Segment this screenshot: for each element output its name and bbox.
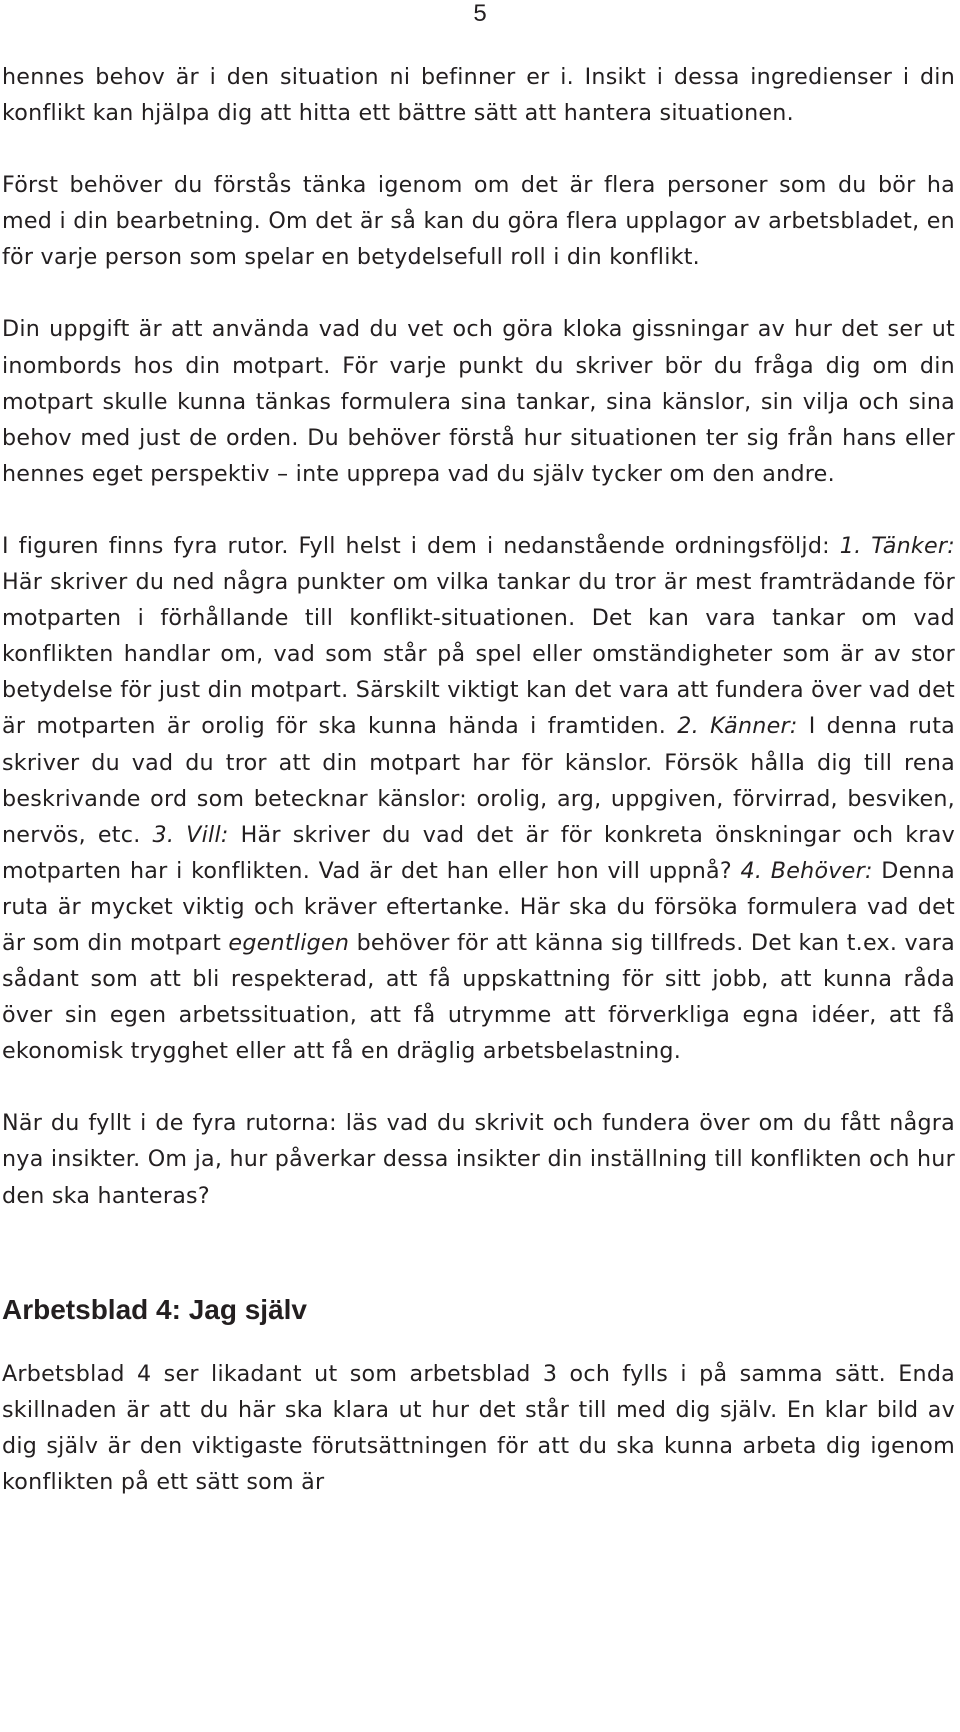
- item-3-text: Här skriver du vad det är för konkreta önskningar och krav motparten har i konflikten. Vad är det han eller hon vill uppnå?: [2, 821, 955, 884]
- spacer: [2, 1214, 955, 1286]
- paragraph-intro-continued: hennes behov är i den situation ni befinner er i. Insikt i dessa ingredienser i din konflikt kan hjälpa dig att hitta ett bättre sätt att hantera situationen.: [2, 64, 955, 127]
- item-1-label: 1. Tänker:: [839, 532, 955, 559]
- item-4-text-b: behöver för att känna sig tillfreds. Det kan t.ex. vara sådant som att bli respekterad, att få uppskattning för sitt jobb, att kunna råda över sin egen arbetssituation, att få utrymme att förverkliga egna idéer, att få ekonomisk trygghet eller att få en dräglig arbetsbelastning.: [2, 929, 955, 1065]
- item-3-label: 3. Vill:: [152, 821, 229, 848]
- item-1-text: Här skriver du ned några punkter om vilka tankar du tror är mest framträdande för motparten i förhållande till konflikt-situationen. Det kan vara tankar om vad konflikten handlar om, vad som står på spel eller omständigheter som är av stor betydelse för just din motpart. Särskilt viktigt kan det vara att fundera över vad det är motparten är orolig för ska kunna hända i framtiden.: [2, 569, 955, 740]
- paragraph-after-filling: När du fyllt i de fyra rutorna: läs vad du skrivit och fundera över om du fått några nya insikter. Om ja, hur påverkar dessa insikter din inställning till konflikten och hur den ska hanteras?: [2, 1110, 955, 1209]
- boxes-intro: I figuren finns fyra rutor. Fyll helst i dem i nedanstående ordningsföljd:: [2, 532, 830, 559]
- document-body: [2, 59, 955, 1500]
- item-2-label: 2. Känner:: [677, 713, 798, 740]
- spacer: [2, 1330, 955, 1356]
- paragraph-worksheet-4: Arbetsblad 4 ser likadant ut som arbetsblad 3 och fylls i på samma sätt. Enda skillnaden är att du här ska klara ut hur det står till med dig själv. En klar bild av dig själv är den viktigaste förutsättningen för att du ska kunna arbeta dig igenom konflikten på ett sätt som är: [2, 1360, 955, 1495]
- section-heading: Arbetsblad 4: Jag själv: [2, 1293, 308, 1325]
- page-number: 5: [473, 0, 487, 27]
- item-4-text-a: Denna ruta är mycket viktig och kräver eftertanke. Här ska du försöka formulera vad det är som din motpart: [2, 857, 955, 956]
- spacer: [2, 131, 955, 167]
- item-4-label: 4. Behöver:: [740, 857, 873, 884]
- spacer: [2, 1069, 955, 1105]
- spacer: [2, 492, 955, 528]
- item-2-text: I denna ruta skriver du vad du tror att din motpart har för känslor. Försök hålla dig till rena beskrivande ord som betecknar känslor: orolig, arg, uppgiven, förvirrad, besviken, nervös, etc.: [2, 713, 956, 848]
- paragraph-task: Din uppgift är att använda vad du vet och göra kloka gissningar av hur det ser ut inombords hos din motpart. För varje punkt du skriver bör du fråga dig om din motpart skulle kunna tänkas formulera sina tankar, sina känslor, sin vilja och sina behov med just de orden. Du behöver förstå hur situationen ter sig från hans eller hennes eget perspektiv – inte upprepa vad du själv tycker om den andre.: [2, 316, 955, 487]
- paragraph-multiple-persons: Först behöver du förstås tänka igenom om det är flera personer som du bör ha med i din bearbetning. Om det är så kan du göra flera upplagor av arbetsbladet, en för varje person som spelar en betydelsefull roll i din konflikt.: [2, 172, 955, 271]
- paragraph-four-boxes: [2, 528, 955, 1069]
- spacer: [2, 275, 955, 311]
- item-4-emphasis: egentligen: [228, 929, 350, 956]
